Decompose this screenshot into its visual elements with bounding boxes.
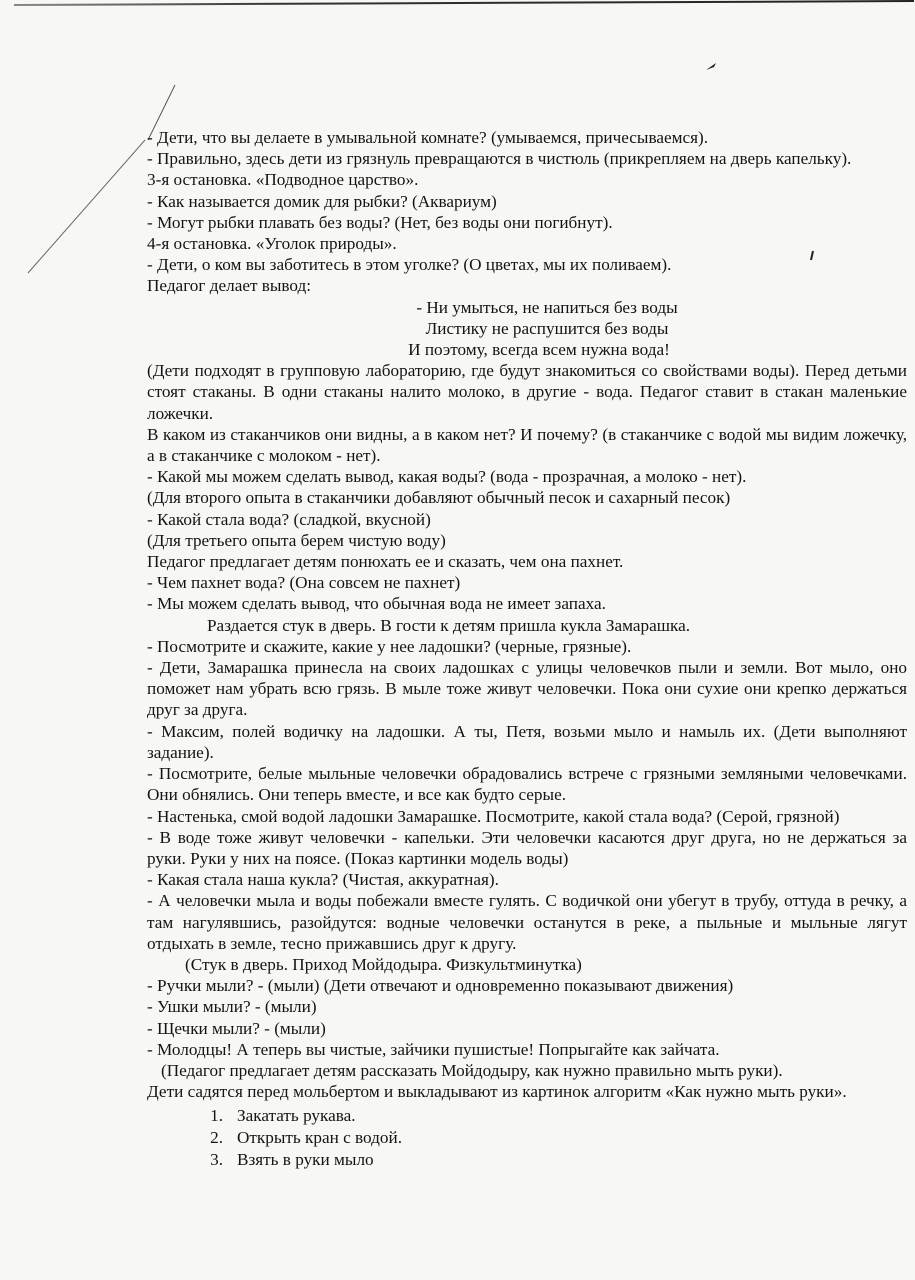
paragraph: (Педагог предлагает детям рассказать Мойдодыру, как нужно правильно мыть руки). [161, 1060, 783, 1080]
poem-line: И поэтому, всегда всем нужна вода! [408, 340, 670, 360]
paragraph: - Мы можем сделать вывод, что обычная вода не имеет запаха. [147, 594, 606, 614]
document-text [147, 127, 907, 1171]
game-line: - Щечки мыли? - (мыли) [147, 1018, 326, 1038]
list-item [203, 1105, 907, 1127]
poem-line: Листику не распушится без воды [425, 318, 669, 338]
paragraph: - Посмотрите и скажите, какие у нее ладошки? (черные, грязные). [147, 636, 632, 656]
paragraph: - Настенька, смой водой ладошки Замарашке. Посмотрите, какой стала вода? (Серой, грязной) [147, 806, 840, 826]
paragraph: - Чем пахнет вода? (Она совсем не пахнет) [147, 573, 461, 593]
paragraph: - Посмотрите, белые мыльные человечки обрадовались встрече с грязными земляными человечками. Они обнялись. Они теперь вместе, и все как будто серые. [147, 764, 907, 805]
paragraph: Раздается стук в дверь. В гости к детям пришла кукла Замарашка. [207, 615, 691, 635]
list-item [203, 1127, 907, 1149]
paragraph: - Как называется домик для рыбки? (Аквариум) [147, 191, 497, 211]
paragraph: - Дети, о ком вы заботитесь в этом уголке? (О цветах, мы их поливаем). [147, 255, 672, 275]
paragraph: Педагог предлагает детям понюхать ее и сказать, чем она пахнет. [147, 552, 624, 572]
section-heading: 3-я остановка. «Подводное царство». [147, 170, 419, 190]
paragraph: (Для третьего опыта берем чистую воду) [147, 530, 446, 550]
paragraph: - Какой стала вода? (сладкой, вкусной) [147, 509, 431, 529]
game-line: - Молодцы! А теперь вы чистые, зайчики пушистые! Попрыгайте как зайчата. [147, 1039, 720, 1059]
paragraph: - Дети, Замарашка принесла на своих ладошках с улицы человечков пыли и земли. Вот мыло, оно поможет нам убрать всю грязь. В мыле тоже живут человечки. Пока они сухие они крепко держаться друг за друга. [147, 658, 907, 720]
paragraph: В каком из стаканчиков они видны, а в каком нет? И почему? (в стаканчике с водой мы видим ложечку, а в стаканчике с молоком - нет). [147, 424, 907, 466]
paragraph: - Могут рыбки плавать без воды? (Нет, без воды они погибнут). [147, 212, 613, 232]
game-line: - Ушки мыли? - (мыли) [147, 997, 317, 1017]
paragraph: - Максим, полей водичку на ладошки. А ты, Петя, возьми мыло и намыль их. (Дети выполняют задание). [147, 721, 907, 762]
algorithm-steps [147, 1105, 907, 1171]
game-line: - Ручки мыли? - (мыли) (Дети отвечают и одновременно показывают движения) [147, 976, 734, 996]
poem [147, 297, 907, 361]
ink-mark [706, 63, 716, 70]
section-heading: 4-я остановка. «Уголок природы». [147, 234, 397, 254]
list-text: Открыть кран с водой. [237, 1128, 402, 1148]
paragraph: - Дети, что вы делаете в умывальной комнате? (умываемся, причесываемся). [147, 128, 709, 147]
list-text: Взять в руки мыло [237, 1150, 374, 1170]
paragraph: - Правильно, здесь дети из грязнуль превращаются в чистюль (прикрепляем на дверь капельку). [147, 149, 852, 169]
paragraph: - Какой мы можем сделать вывод, какая воды? (вода - прозрачная, а молоко - нет). [147, 467, 747, 487]
paragraph: Дети садятся перед мольбертом и выкладывают из картинок алгоритм «Как нужно мыть руки». [147, 1082, 847, 1102]
paragraph: (Для второго опыта в стаканчики добавляют обычный песок и сахарный песок) [147, 488, 731, 508]
poem-line: - Ни умыться, не напиться без воды [416, 297, 678, 317]
paragraph: Педагог делает вывод: [147, 276, 312, 296]
paragraph: (Стук в дверь. Приход Мойдодыра. Физкультминутка) [185, 954, 582, 974]
list-text: Закатать рукава. [237, 1106, 356, 1126]
paragraph: - Какая стала наша кукла? (Чистая, аккуратная). [147, 870, 499, 890]
list-number: 2. [210, 1128, 223, 1148]
list-number: 1. [210, 1106, 223, 1126]
paragraph: (Дети подходят в групповую лабораторию, где будут знакомиться со свойствами воды). Перед детьми стоят стаканы. В одни стаканы налито молоко, в другие - вода. Педагог ставит в стакан маленькие ложечки. [147, 361, 907, 423]
paragraph: - В воде тоже живут человечки - капельки. Эти человечки касаются друг друга, но не держаться за руки. Руки у них на поясе. (Показ картинки модель воды) [147, 827, 907, 868]
list-item [203, 1149, 907, 1171]
paragraph: - А человечки мыла и воды побежали вместе гулять. С водичкой они убегут в трубу, оттуда в речку, а там нагулявшись, разойдутся: водные человечки останутся в реке, а пыльные и мыльные лягут отдыхать в земле, тесно прижавшись друг к другу. [147, 891, 907, 953]
list-number: 3. [210, 1150, 223, 1170]
scan-line-lower [28, 140, 145, 273]
